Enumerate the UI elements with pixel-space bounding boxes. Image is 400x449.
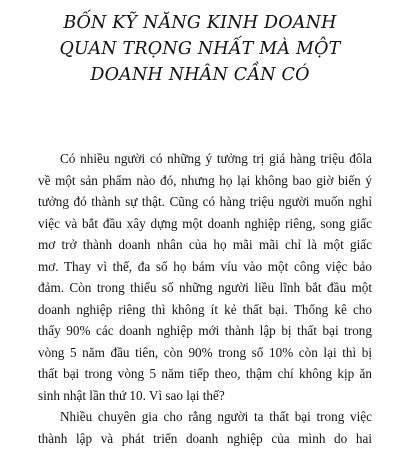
paragraph [38, 406, 372, 449]
chapter-title-line: DOANH NHÂN CẦN CÓ [40, 62, 360, 88]
chapter-title-line: QUAN TRỌNG NHẤT MÀ MỘT [40, 36, 360, 62]
text-line: sinh nhật lần thứ 10. Vì sao lại thế? [38, 385, 372, 407]
text-line: về một sản phẩm nào đó, nhưng họ lại không bao giờ biến ý [38, 170, 372, 192]
text-line: tưởng đó thành sự thật. Cũng có hàng triệu người muốn nghỉ [38, 191, 372, 213]
text-line: Nhiều chuyên gia cho rằng người ta thất bại trong việc [38, 406, 372, 428]
text-line: thất bại trong vòng 5 năm tiếp theo, thậm chí không kịp ăn [38, 363, 372, 385]
text-line: thấy 90% các doanh nghiệp mới thành lập bị thất bại trong [38, 320, 372, 342]
text-line: mơ. Thay vì thế, đa số họ bám víu vào một công việc bảo [38, 256, 372, 278]
text-line: doanh nghiệp riêng thì không ít kẻ thất bại. Thống kê cho [38, 299, 372, 321]
chapter-title-line: BỐN KỸ NĂNG KINH DOANH [40, 10, 360, 36]
paragraph [38, 148, 372, 406]
text-line: thành lập và phát triển doanh nghiệp của mình do hai [38, 428, 372, 449]
body-text [38, 148, 372, 449]
text-line: vòng 5 năm đầu tiên, còn 90% trong số 10% còn lại thì bị [38, 342, 372, 364]
text-line: đảm. Còn trong thiểu số những người liều lĩnh bắt đầu một [38, 277, 372, 299]
text-line: mơ trở thành doanh nhân của họ mãi mãi chỉ là một giấc [38, 234, 372, 256]
text-line: việc và bắt đầu xây dựng một doanh nghiệp riêng, song giấc [38, 213, 372, 235]
chapter-title [40, 10, 360, 88]
text-line: Có nhiều người có những ý tưởng trị giá hàng triệu đôla [38, 148, 372, 170]
